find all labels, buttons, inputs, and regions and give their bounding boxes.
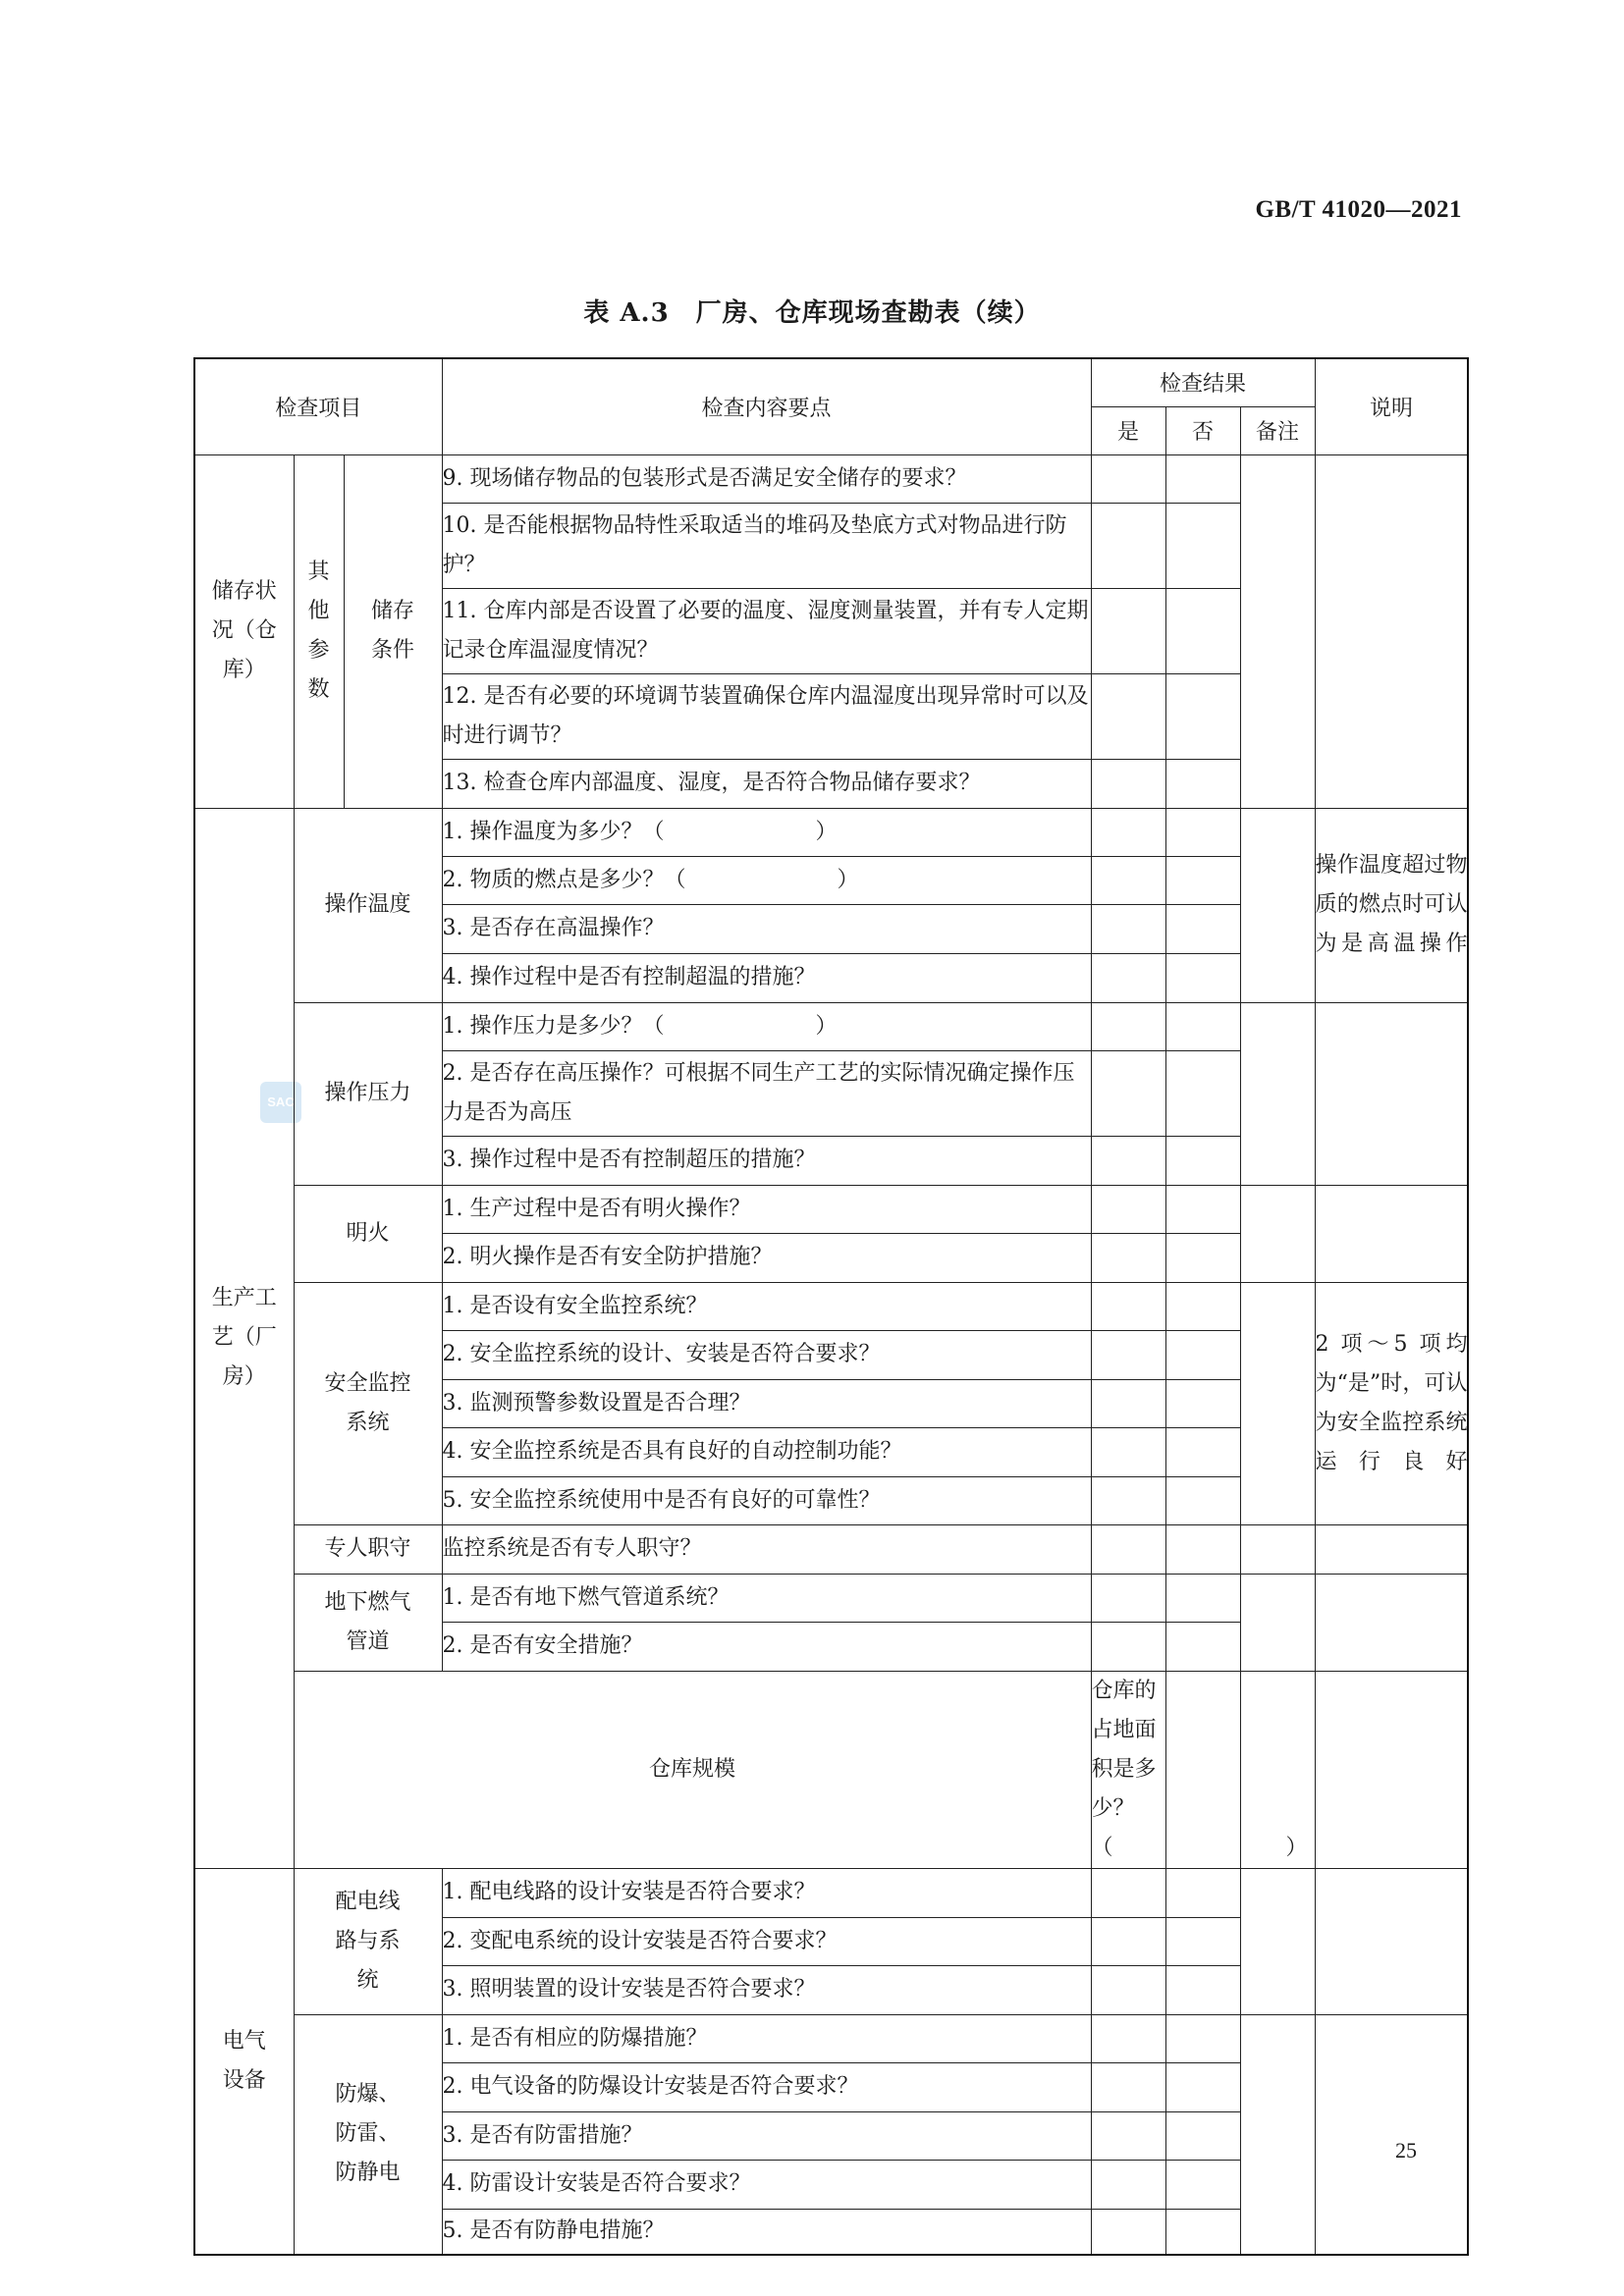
table-title: 表 A.3 厂房、仓库现场查勘表（续）: [583, 298, 1041, 328]
note-monitoring: 2 项～5 项均为“是”时，可认为安全监控系统运行良好: [1315, 1282, 1468, 1524]
yes-cell[interactable]: [1091, 953, 1165, 1002]
table-row: [194, 1002, 1468, 1050]
no-cell[interactable]: [1165, 1965, 1240, 2014]
yes-cell[interactable]: [1091, 1002, 1165, 1050]
check-item: 13. 检查仓库内部温度、湿度，是否符合物品储存要求？: [442, 759, 1091, 808]
no-cell[interactable]: [1165, 1282, 1240, 1330]
note-cell: [1315, 1524, 1468, 1574]
table-row: [194, 1671, 1468, 1868]
table-row: [194, 808, 1468, 856]
check-item: 2. 变配电系统的设计安装是否符合要求？: [442, 1917, 1091, 1965]
yes-cell[interactable]: [1091, 1136, 1165, 1185]
category-process: 生产工艺（厂房）: [194, 808, 294, 1868]
check-item: 监控系统是否有专人职守？: [442, 1524, 1091, 1574]
yes-cell[interactable]: [1091, 1330, 1165, 1379]
check-item: 5. 是否有防静电措施？: [442, 2209, 1091, 2255]
no-cell[interactable]: [1165, 1233, 1240, 1282]
check-item: 4. 操作过程中是否有控制超温的措施？: [442, 953, 1091, 1002]
yes-cell[interactable]: [1091, 1282, 1165, 1330]
check-item: 5. 安全监控系统使用中是否有良好的可靠性？: [442, 1476, 1091, 1524]
yes-cell[interactable]: [1091, 1379, 1165, 1427]
note-cell: [1315, 454, 1468, 808]
no-cell[interactable]: [1165, 1868, 1240, 1917]
yes-cell[interactable]: [1091, 904, 1165, 953]
sac-watermark-logo: SAC: [260, 1082, 301, 1123]
yes-cell[interactable]: [1091, 2111, 1165, 2160]
check-item: 3. 监测预警参数设置是否合理？: [442, 1379, 1091, 1427]
remark-cell[interactable]: [1240, 454, 1315, 808]
yes-cell[interactable]: [1091, 808, 1165, 856]
page-number: 25: [1395, 2138, 1417, 2163]
check-item: 1. 是否有相应的防爆措施？: [442, 2014, 1091, 2062]
no-cell[interactable]: [1165, 759, 1240, 808]
no-cell[interactable]: [1165, 2111, 1240, 2160]
no-cell[interactable]: [1165, 1185, 1240, 1233]
check-item: 2. 是否存在高压操作？可根据不同生产工艺的实际情况确定操作压力是否为高压: [442, 1050, 1091, 1136]
check-item: 3. 照明装置的设计安装是否符合要求？: [442, 1965, 1091, 2014]
header-item: 检查项目: [194, 358, 442, 454]
check-item: 4. 安全监控系统是否具有良好的自动控制功能？: [442, 1427, 1091, 1476]
remark-cell[interactable]: [1240, 1574, 1315, 1671]
note-high-temp: 操作温度超过物质的燃点时可认为是高温操作: [1315, 808, 1468, 1002]
note-cell: [1315, 1002, 1468, 1185]
yes-cell[interactable]: [1091, 2014, 1165, 2062]
no-cell[interactable]: [1165, 2160, 1240, 2209]
no-cell[interactable]: [1165, 1476, 1240, 1524]
yes-cell[interactable]: [1091, 2062, 1165, 2111]
yes-cell[interactable]: [1091, 1185, 1165, 1233]
yes-cell[interactable]: [1091, 1233, 1165, 1282]
check-item: 3. 操作过程中是否有控制超压的措施？: [442, 1136, 1091, 1185]
no-cell[interactable]: [1165, 2209, 1240, 2255]
yes-cell[interactable]: [1091, 856, 1165, 904]
check-item: 2. 物质的燃点是多少？（ ）: [442, 856, 1091, 904]
inspection-table: [193, 357, 1469, 2256]
yes-cell[interactable]: [1091, 1050, 1165, 1136]
no-cell[interactable]: [1165, 2014, 1240, 2062]
subcategory-storage-conditions: 储存条件: [344, 454, 442, 808]
yes-cell[interactable]: [1091, 1574, 1165, 1622]
no-cell[interactable]: [1165, 904, 1240, 953]
check-item: 1. 操作压力是多少？（ ）: [442, 1002, 1091, 1050]
table-row: [194, 2014, 1468, 2062]
table-row: [194, 1868, 1468, 1917]
no-cell[interactable]: [1165, 503, 1240, 588]
note-cell: [1315, 2014, 1468, 2255]
remark-cell[interactable]: [1240, 1185, 1315, 1282]
check-item: 1. 操作温度为多少？（ ）: [442, 808, 1091, 856]
check-item: 2. 明火操作是否有安全防护措施？: [442, 1233, 1091, 1282]
yes-cell[interactable]: [1091, 588, 1165, 673]
check-item: 10. 是否能根据物品特性采取适当的堆码及垫底方式对物品进行防护？: [442, 503, 1091, 588]
subcategory-dedicated-duty: 专人职守: [294, 1524, 442, 1574]
check-item: 1. 生产过程中是否有明火操作？: [442, 1185, 1091, 1233]
no-cell[interactable]: [1165, 1050, 1240, 1136]
yes-cell[interactable]: [1091, 1427, 1165, 1476]
table-row: [194, 1524, 1468, 1574]
no-cell[interactable]: [1165, 1136, 1240, 1185]
check-item: 3. 是否存在高温操作？: [442, 904, 1091, 953]
standard-code: GB/T 41020—2021: [1255, 196, 1462, 223]
yes-cell[interactable]: [1091, 1965, 1165, 2014]
header-content: 检查内容要点: [442, 358, 1091, 454]
remark-cell[interactable]: [1315, 1671, 1468, 1868]
no-cell[interactable]: [1165, 673, 1240, 759]
header-yes: 是: [1091, 406, 1165, 454]
no-cell[interactable]: [1165, 1379, 1240, 1427]
yes-cell[interactable]: [1091, 1524, 1165, 1574]
no-cell[interactable]: [1165, 953, 1240, 1002]
category-electrical: 电气设备: [194, 1868, 294, 2255]
remark-cell[interactable]: [1240, 2014, 1315, 2255]
table-row: [194, 454, 1468, 503]
yes-cell[interactable]: [1091, 1622, 1165, 1671]
no-cell[interactable]: [1165, 2062, 1240, 2111]
check-item: 3. 是否有防雷措施？: [442, 2111, 1091, 2160]
remark-cell[interactable]: [1240, 1282, 1315, 1524]
note-cell: [1315, 1574, 1468, 1671]
check-item: 12. 是否有必要的环境调节装置确保仓库内温湿度出现异常时可以及时进行调节？: [442, 673, 1091, 759]
yes-cell[interactable]: [1091, 1868, 1165, 1917]
no-cell[interactable]: [1165, 808, 1240, 856]
yes-cell[interactable]: [1091, 2209, 1165, 2255]
no-cell[interactable]: [1165, 1622, 1240, 1671]
category-warehouse-scale: 仓库规模: [294, 1671, 1091, 1868]
subcategory-open-fire: 明火: [294, 1185, 442, 1282]
check-item: 2. 安全监控系统的设计、安装是否符合要求？: [442, 1330, 1091, 1379]
yes-cell[interactable]: [1091, 1476, 1165, 1524]
remark-cell[interactable]: [1240, 1868, 1315, 2014]
check-item: 9. 现场储存物品的包装形式是否满足安全储存的要求？: [442, 454, 1091, 503]
check-item: 1. 是否设有安全监控系统？: [442, 1282, 1091, 1330]
header-no: 否: [1165, 406, 1240, 454]
no-cell[interactable]: [1165, 588, 1240, 673]
check-item: 4. 防雷设计安装是否符合要求？: [442, 2160, 1091, 2209]
subcategory-wiring: 配电线路与系统: [294, 1868, 442, 2014]
yes-cell[interactable]: [1091, 2160, 1165, 2209]
remark-cell[interactable]: [1240, 1002, 1315, 1185]
header-row: [194, 358, 1468, 406]
subcategory-underground-gas: 地下燃气管道: [294, 1574, 442, 1671]
check-item: 1. 配电线路的设计安装是否符合要求？: [442, 1868, 1091, 1917]
table-row: [194, 1185, 1468, 1233]
header-result: 检查结果: [1091, 358, 1315, 406]
check-item: 2. 是否有安全措施？: [442, 1622, 1091, 1671]
subcategory-protection: 防爆、防雷、防静电: [294, 2014, 442, 2255]
remark-cell[interactable]: [1240, 1524, 1315, 1574]
yes-cell[interactable]: [1091, 1917, 1165, 1965]
category-storage: 储存状况（仓库）: [194, 454, 294, 808]
yes-cell[interactable]: [1091, 454, 1165, 503]
check-item: 1. 是否有地下燃气管道系统？: [442, 1574, 1091, 1622]
no-cell[interactable]: [1165, 1427, 1240, 1476]
subcategory-other-params: 其他参数: [294, 454, 344, 808]
no-cell[interactable]: [1165, 856, 1240, 904]
header-remark: 备注: [1240, 406, 1315, 454]
subcategory-safety-monitoring: 安全监控系统: [294, 1282, 442, 1524]
yes-cell[interactable]: [1091, 673, 1165, 759]
no-cell[interactable]: [1165, 1002, 1240, 1050]
no-cell[interactable]: [1165, 1524, 1240, 1574]
subcategory-operating-pressure: 操作压力: [294, 1002, 442, 1185]
check-item: 2. 电气设备的防爆设计安装是否符合要求？: [442, 2062, 1091, 2111]
header-note: 说明: [1315, 358, 1468, 454]
note-cell: [1315, 1185, 1468, 1282]
yes-cell[interactable]: [1091, 503, 1165, 588]
subcategory-operating-temp: 操作温度: [294, 808, 442, 1002]
table-row: [194, 1282, 1468, 1330]
no-cell[interactable]: [1165, 1917, 1240, 1965]
no-cell[interactable]: [1165, 454, 1240, 503]
remark-cell[interactable]: [1240, 808, 1315, 1002]
check-item: 11. 仓库内部是否设置了必要的温度、湿度测量装置，并有专人定期记录仓库温湿度情况？: [442, 588, 1091, 673]
no-cell[interactable]: [1165, 1574, 1240, 1622]
table-row: [194, 1574, 1468, 1622]
yes-cell[interactable]: [1091, 759, 1165, 808]
check-item: 仓库的占地面积是多少？（ ）: [1091, 1671, 1165, 1868]
no-cell[interactable]: [1165, 1330, 1240, 1379]
note-cell: [1315, 1868, 1468, 2014]
